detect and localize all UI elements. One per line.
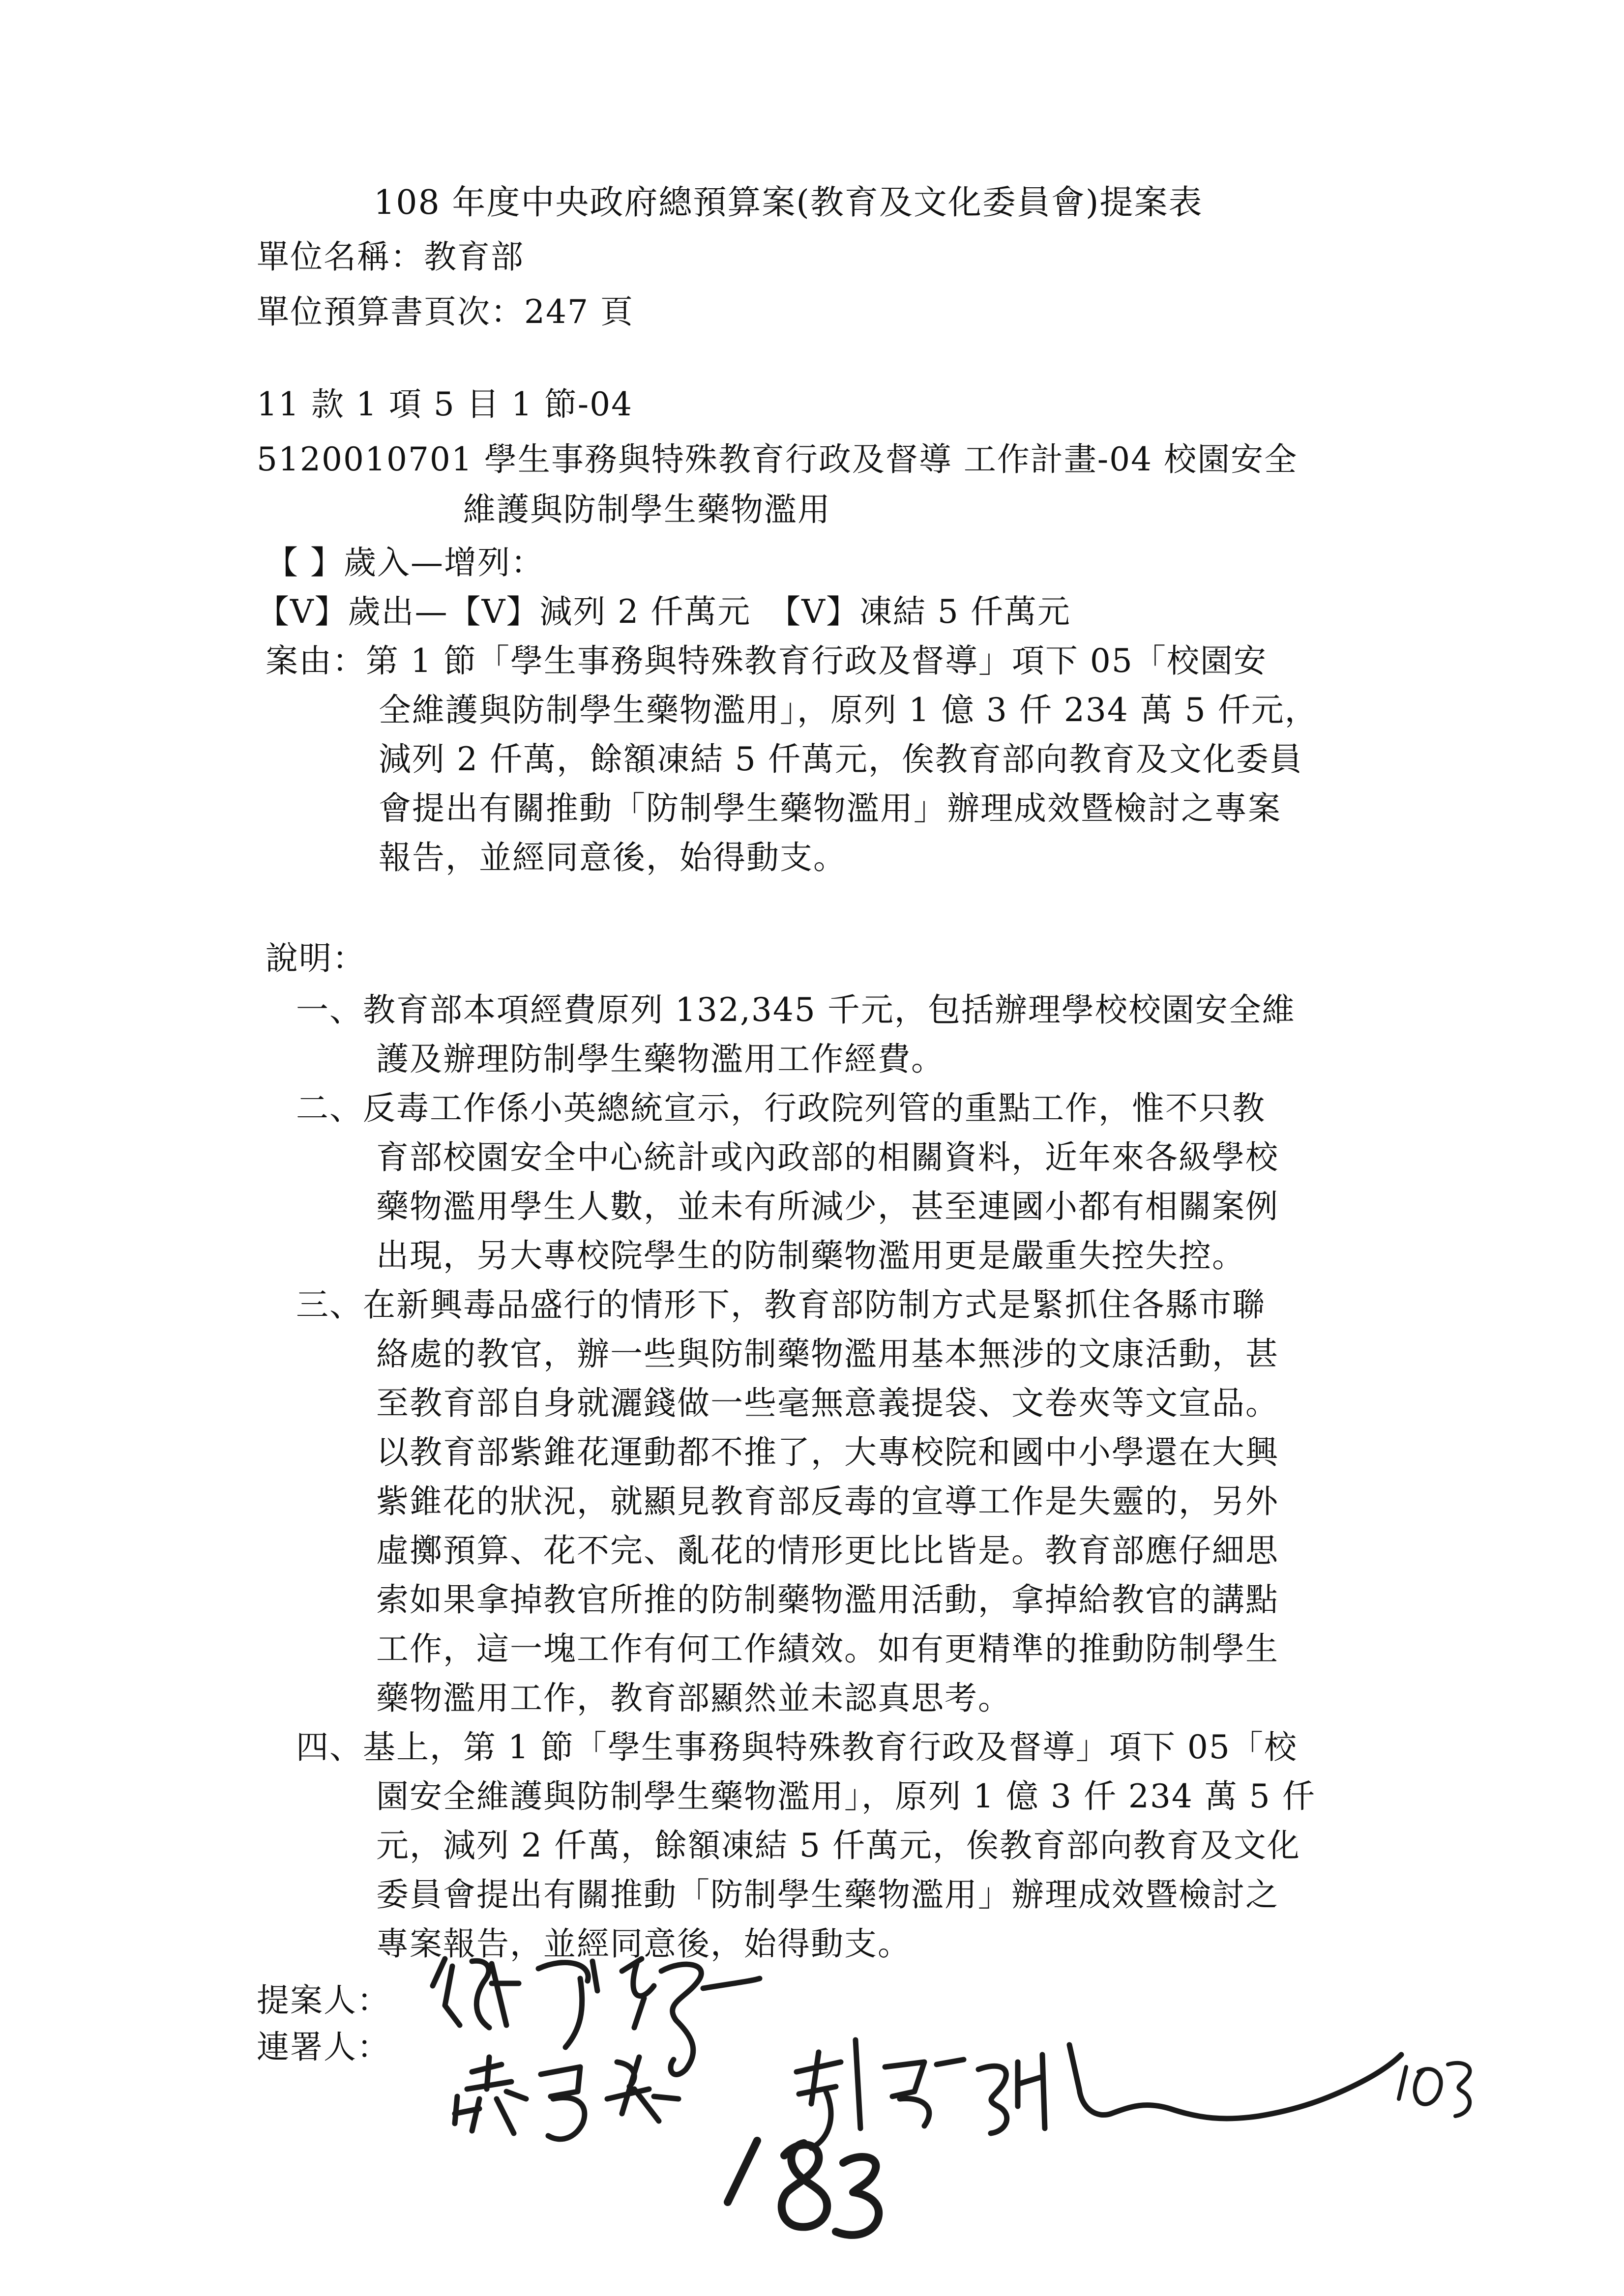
budget-page: 單位預算書頁次：247 頁: [257, 293, 634, 331]
handwritten-number-183: [728, 2141, 879, 2235]
explanation-line: 工作，這一塊工作有何工作績效。如有更精準的推動防制學生: [376, 1630, 1279, 1668]
proposer-signature: [433, 1959, 760, 2074]
explanation-line: 護及辦理防制學生藥物濫用工作經費。: [376, 1040, 945, 1078]
explanation-line: 索如果拿掉教官所推的防制藥物濫用活動，拿掉給教官的講點: [376, 1581, 1279, 1619]
cosigner-signature: [797, 2040, 1401, 2148]
expenditure-line: 【V】歲出—【V】減列 2 仟萬元 【V】凍結 5 仟萬元: [257, 593, 1071, 631]
explanation-line: 四、基上，第 1 節「學生事務與特殊教育行政及督導」項下 05「校: [296, 1728, 1298, 1766]
case-reason-line: 報告，並經同意後，始得動支。: [379, 839, 847, 876]
case-reason-line: 案由：第 1 節「學生事務與特殊教育行政及督導」項下 05「校園安: [266, 642, 1267, 680]
explanation-line: 絡處的教官，辦一些與防制藥物濫用基本無涉的文康活動，甚: [376, 1335, 1279, 1373]
section-code: 11 款 1 項 5 目 1 節-04: [257, 385, 633, 423]
case-reason-line: 全維護與防制學生藥物濫用」，原列 1 億 3 仟 234 萬 5 仟元，: [379, 691, 1318, 729]
document-title: 108 年度中央政府總預算案(教育及文化委員會)提案表: [374, 183, 1203, 222]
explanation-line: 紫錐花的狀況，就顯見教育部反毒的宣導工作是失靈的，另外: [376, 1482, 1279, 1520]
explanation-line: 二、反毒工作係小英總統宣示，行政院列管的重點工作，惟不只教: [296, 1089, 1266, 1127]
cosigner-label: 連署人：: [257, 2028, 390, 2066]
handwritten-page-number: [1399, 2063, 1470, 2116]
explanation-line: 出現，另大專校院學生的防制藥物濫用更是嚴重失控失控。: [376, 1237, 1245, 1275]
explanation-line: 育部校園安全中心統計或內政部的相關資料，近年來各級學校: [376, 1138, 1279, 1176]
program-line-2: 維護與防制學生藥物濫用: [463, 491, 831, 528]
cosigner-signature: [455, 2057, 679, 2139]
proposer-label: 提案人：: [257, 1981, 390, 2019]
explanation-line: 一、教育部本項經費原列 132,345 千元，包括辦理學校校園安全維: [296, 991, 1296, 1029]
explanation-line: 元，減列 2 仟萬，餘額凍結 5 仟萬元，俟教育部向教育及文化: [376, 1827, 1300, 1864]
explanation-line: 以教育部紫錐花運動都不推了，大專校院和國中小學還在大興: [376, 1433, 1279, 1471]
revenue-line: 【 】歲入—增列：: [266, 544, 544, 581]
explanation-line: 虛擲預算、花不完、亂花的情形更比比皆是。教育部應仔細思: [376, 1532, 1279, 1569]
explanation-line: 專案報告，並經同意後，始得動支。: [376, 1925, 911, 1963]
case-reason-line: 會提出有關推動「防制學生藥物濫用」辦理成效暨檢討之專案: [379, 789, 1281, 827]
case-reason-line: 減列 2 仟萬，餘額凍結 5 仟萬元，俟教育部向教育及文化委員: [379, 740, 1303, 778]
explanation-line: 藥物濫用工作，教育部顯然並未認真思考。: [376, 1679, 1011, 1717]
explanation-line: 藥物濫用學生人數，並未有所減少，甚至連國小都有相關案例: [376, 1188, 1279, 1225]
explanation-line: 園安全維護與防制學生藥物濫用」，原列 1 億 3 仟 234 萬 5 仟: [376, 1777, 1316, 1815]
explanation-line: 至教育部自身就灑錢做一些毫無意義提袋、文卷夾等文宣品。: [376, 1384, 1279, 1422]
explanation-line: 委員會提出有關推動「防制學生藥物濫用」辦理成效暨檢討之: [376, 1876, 1279, 1914]
program-line-1: 5120010701 學生事務與特殊教育行政及督導 工作計畫-04 校園安全: [257, 440, 1298, 478]
explanation-heading: 說明：: [266, 939, 366, 977]
explanation-line: 三、在新興毒品盛行的情形下，教育部防制方式是緊抓住各縣市聯: [296, 1286, 1266, 1324]
unit-name: 單位名稱：教育部: [257, 238, 524, 276]
